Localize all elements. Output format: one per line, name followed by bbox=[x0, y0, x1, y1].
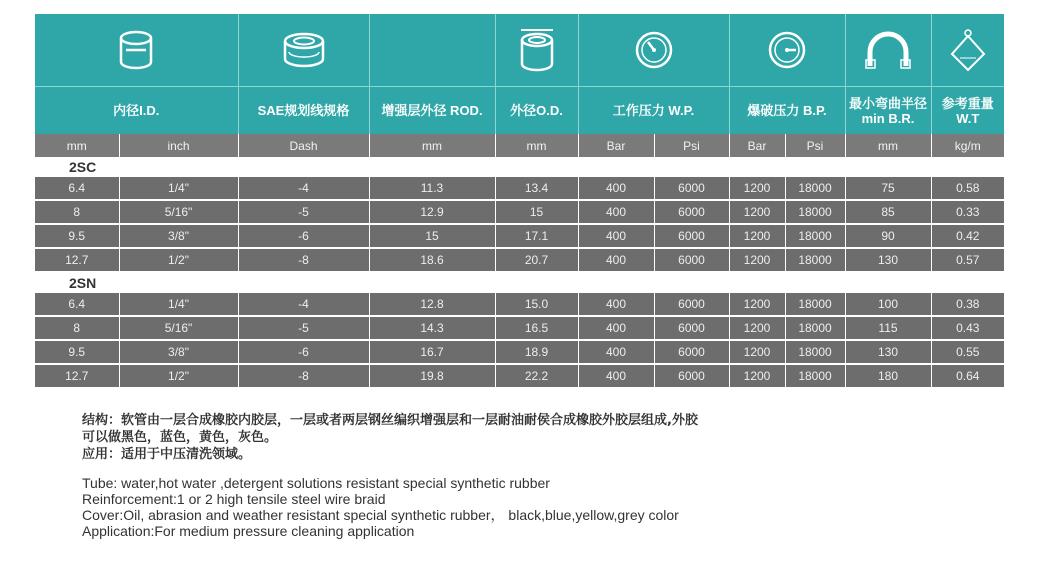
table-cell: 12.8 bbox=[369, 293, 495, 316]
burst-gauge-icon bbox=[767, 30, 807, 70]
unit-cell: kg/m bbox=[931, 134, 1004, 157]
table-row bbox=[35, 200, 1004, 224]
en-tube: Tube: water,hot water ,detergent solutions resistant special synthetic rubber bbox=[82, 475, 550, 491]
table-cell: 400 bbox=[578, 293, 654, 316]
table-cell: 115 bbox=[845, 316, 931, 340]
table-cell: 13.4 bbox=[495, 177, 578, 200]
table-cell: 1200 bbox=[729, 316, 785, 340]
table-cell: 6000 bbox=[654, 248, 729, 272]
braid-icon bbox=[279, 30, 329, 70]
table-cell: 8 bbox=[35, 316, 119, 340]
table-cell: 6000 bbox=[654, 364, 729, 388]
header-sae: SAE规划线规格 bbox=[238, 87, 369, 135]
table-cell: -5 bbox=[238, 200, 369, 224]
table-cell: 18000 bbox=[785, 200, 845, 224]
table-cell: 16.7 bbox=[369, 340, 495, 364]
table-cell: 9.5 bbox=[35, 340, 119, 364]
table-cell: 1200 bbox=[729, 177, 785, 200]
table-cell: 6000 bbox=[654, 340, 729, 364]
cn-colors: 可以做黑色，蓝色，黄色，灰色。 bbox=[82, 430, 278, 445]
table-row bbox=[35, 340, 1004, 364]
od-icon-cell bbox=[495, 14, 578, 87]
header-br-line2: min B.R. bbox=[861, 110, 915, 126]
table-cell: 19.8 bbox=[369, 364, 495, 388]
table-cell: 400 bbox=[578, 248, 654, 272]
unit-cell: mm bbox=[369, 134, 495, 157]
table-cell: 18000 bbox=[785, 316, 845, 340]
table-cell: 18.9 bbox=[495, 340, 578, 364]
unit-row bbox=[35, 134, 1004, 157]
table-cell: 1200 bbox=[729, 248, 785, 272]
header-rod: 增强层外径 ROD. bbox=[369, 87, 495, 135]
table-cell: 18000 bbox=[785, 364, 845, 388]
table-cell: 1/4" bbox=[119, 177, 238, 200]
table-body bbox=[35, 157, 1004, 388]
outer-diameter-icon bbox=[515, 26, 559, 74]
table-cell: 100 bbox=[845, 293, 931, 316]
unit-cell: Dash bbox=[238, 134, 369, 157]
table-cell: 12.9 bbox=[369, 200, 495, 224]
table-cell: 6000 bbox=[654, 316, 729, 340]
table-cell: 15 bbox=[369, 224, 495, 248]
table-cell: 18000 bbox=[785, 293, 845, 316]
table-cell: 85 bbox=[845, 200, 931, 224]
table-cell: 0.42 bbox=[931, 224, 1004, 248]
en-application: Application:For medium pressure cleaning application bbox=[82, 523, 415, 539]
table-row bbox=[35, 177, 1004, 200]
table-cell: 9.5 bbox=[35, 224, 119, 248]
wt-icon-cell bbox=[931, 14, 1004, 87]
table-cell: 6000 bbox=[654, 200, 729, 224]
table-cell: 18000 bbox=[785, 177, 845, 200]
unit-cell: Psi bbox=[785, 134, 845, 157]
table-cell: 1/2" bbox=[119, 248, 238, 272]
cn-structure: 结构：软管由一层合成橡胶内胶层，一层或者两层钢丝编织增强层和一层耐油耐侯合成橡胶外胶层组成,外胶 bbox=[82, 413, 698, 428]
table-cell: 75 bbox=[845, 177, 931, 200]
header-wt-line1: 参考重量 bbox=[941, 95, 994, 111]
table-cell: 5/16" bbox=[119, 316, 238, 340]
header-br bbox=[845, 87, 931, 135]
group-label: 2SC bbox=[35, 157, 1004, 177]
spec-sheet bbox=[35, 14, 1004, 389]
rod-icon-cell bbox=[369, 14, 495, 87]
table-cell: 11.3 bbox=[369, 177, 495, 200]
table-cell: -4 bbox=[238, 177, 369, 200]
group-row bbox=[35, 157, 1004, 177]
table-cell: 6000 bbox=[654, 224, 729, 248]
table-cell: 5/16" bbox=[119, 200, 238, 224]
table-cell: 0.33 bbox=[931, 200, 1004, 224]
table-cell: 1200 bbox=[729, 200, 785, 224]
table-cell: 1200 bbox=[729, 224, 785, 248]
pressure-gauge-icon bbox=[634, 30, 674, 70]
table-cell: 400 bbox=[578, 200, 654, 224]
table-cell: 1/4" bbox=[119, 293, 238, 316]
table-cell: -5 bbox=[238, 316, 369, 340]
cn-application: 应用：适用于中压清洗领域。 bbox=[82, 447, 252, 462]
header-wp: 工作压力 W.P. bbox=[578, 87, 729, 135]
unit-cell: Bar bbox=[578, 134, 654, 157]
table-cell: -8 bbox=[238, 364, 369, 388]
header-wt-line2: W.T bbox=[956, 110, 980, 126]
table-cell: 18000 bbox=[785, 248, 845, 272]
table-cell: 90 bbox=[845, 224, 931, 248]
table-row bbox=[35, 364, 1004, 388]
header-id: 内径I.D. bbox=[35, 87, 238, 135]
table-cell: 400 bbox=[578, 340, 654, 364]
unit-cell: Bar bbox=[729, 134, 785, 157]
table-cell: 17.1 bbox=[495, 224, 578, 248]
table-cell: 130 bbox=[845, 340, 931, 364]
sae-icon-cell bbox=[238, 14, 369, 87]
table-cell: 6000 bbox=[654, 177, 729, 200]
table-cell: 1/2" bbox=[119, 364, 238, 388]
unit-cell: mm bbox=[495, 134, 578, 157]
table-row bbox=[35, 224, 1004, 248]
table-cell: 6000 bbox=[654, 293, 729, 316]
bp-icon-cell bbox=[729, 14, 845, 87]
en-reinforcement: Reinforcement:1 or 2 high tensile steel wire braid bbox=[82, 491, 386, 507]
table-cell: 12.7 bbox=[35, 248, 119, 272]
spec-table bbox=[35, 14, 1004, 389]
unit-cell: Psi bbox=[654, 134, 729, 157]
table-cell: 6.4 bbox=[35, 293, 119, 316]
table-cell: 18000 bbox=[785, 340, 845, 364]
header-br-line1: 最小弯曲半径 bbox=[848, 95, 927, 111]
header-od: 外径O.D. bbox=[495, 87, 578, 135]
table-cell: 0.58 bbox=[931, 177, 1004, 200]
table-cell: 400 bbox=[578, 224, 654, 248]
inner-diameter-icon bbox=[114, 28, 158, 72]
table-cell: 1200 bbox=[729, 340, 785, 364]
unit-cell: mm bbox=[845, 134, 931, 157]
unit-cell: inch bbox=[119, 134, 238, 157]
table-cell: 0.64 bbox=[931, 364, 1004, 388]
table-cell: -4 bbox=[238, 293, 369, 316]
table-cell: 0.57 bbox=[931, 248, 1004, 272]
table-cell: -8 bbox=[238, 248, 369, 272]
header-bp: 爆破压力 B.P. bbox=[729, 87, 845, 135]
table-cell: 180 bbox=[845, 364, 931, 388]
table-cell: 15.0 bbox=[495, 293, 578, 316]
table-cell: 1200 bbox=[729, 293, 785, 316]
group-label: 2SN bbox=[35, 272, 1004, 293]
wp-icon-cell bbox=[578, 14, 729, 87]
table-cell: 0.38 bbox=[931, 293, 1004, 316]
notes bbox=[82, 412, 982, 539]
table-cell: 1200 bbox=[729, 364, 785, 388]
label-row bbox=[35, 87, 1004, 135]
weight-icon bbox=[948, 28, 988, 72]
table-cell: 8 bbox=[35, 200, 119, 224]
table-cell: 14.3 bbox=[369, 316, 495, 340]
table-row bbox=[35, 248, 1004, 272]
en-cover: Cover:Oil, abrasion and weather resistant special synthetic rubber， black,blue,yellow,grey color bbox=[82, 507, 679, 523]
table-cell: 18.6 bbox=[369, 248, 495, 272]
table-cell: 22.2 bbox=[495, 364, 578, 388]
table-cell: 6.4 bbox=[35, 177, 119, 200]
table-cell: 18000 bbox=[785, 224, 845, 248]
table-cell: 12.7 bbox=[35, 364, 119, 388]
table-cell: 16.5 bbox=[495, 316, 578, 340]
table-cell: -6 bbox=[238, 340, 369, 364]
group-row bbox=[35, 272, 1004, 293]
table-cell: 400 bbox=[578, 364, 654, 388]
table-cell: 3/8" bbox=[119, 340, 238, 364]
table-cell: 20.7 bbox=[495, 248, 578, 272]
unit-cell: mm bbox=[35, 134, 119, 157]
bend-radius-icon bbox=[864, 30, 912, 70]
table-cell: 3/8" bbox=[119, 224, 238, 248]
id-icon-cell bbox=[35, 14, 238, 87]
br-icon-cell bbox=[845, 14, 931, 87]
icon-row bbox=[35, 14, 1004, 87]
table-cell: 0.43 bbox=[931, 316, 1004, 340]
table-cell: 400 bbox=[578, 316, 654, 340]
table-cell: 130 bbox=[845, 248, 931, 272]
table-cell: 15 bbox=[495, 200, 578, 224]
table-cell: -6 bbox=[238, 224, 369, 248]
table-row bbox=[35, 316, 1004, 340]
table-cell: 0.55 bbox=[931, 340, 1004, 364]
table-cell: 400 bbox=[578, 177, 654, 200]
header-wt bbox=[931, 87, 1004, 135]
table-row bbox=[35, 293, 1004, 316]
